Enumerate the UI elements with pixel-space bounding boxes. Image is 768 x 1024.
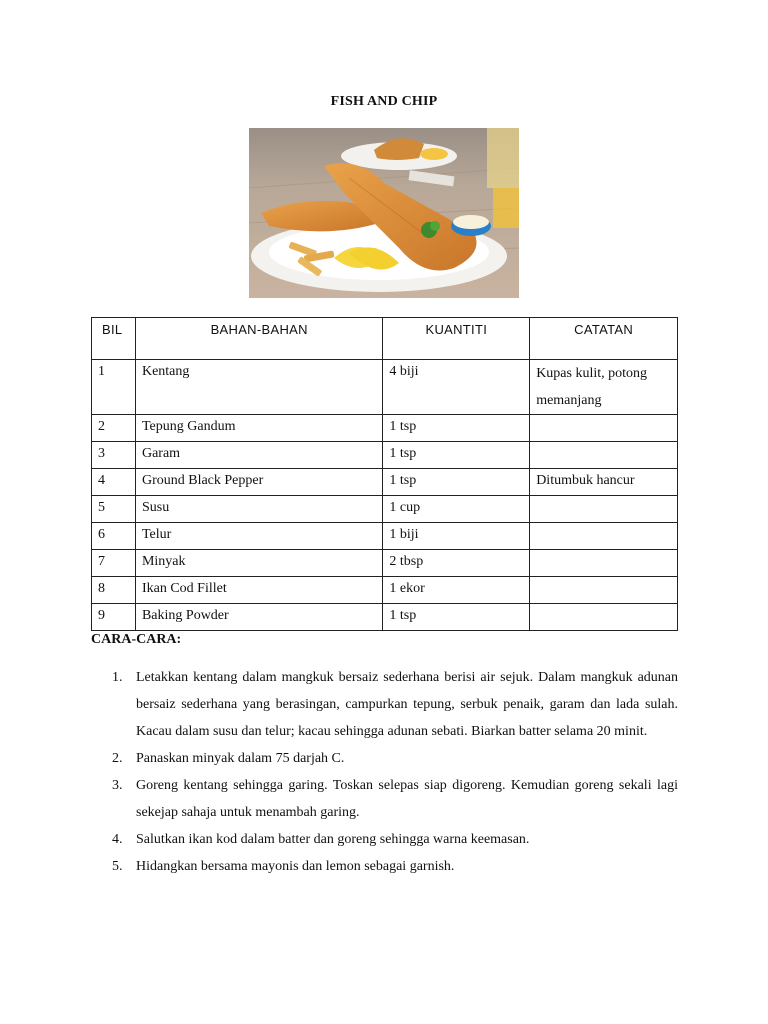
- cell-bahan: Garam: [135, 442, 382, 469]
- table-row: [92, 550, 678, 577]
- cell-bil: 5: [92, 496, 136, 523]
- method-steps-list: [91, 664, 678, 880]
- cell-kuantiti: 2 tbsp: [383, 550, 530, 577]
- cell-catatan: [530, 415, 678, 442]
- step-text: Letakkan kentang dalam mangkuk bersaiz sederhana berisi air sejuk. Dalam mangkuk adunan bersaiz sederhana yang berasingan, campurkan tepung, serbuk penaik, garam dan lada sulah. Kacau dalam susu dan telur; kacau sehingga adunan sebati. Biarkan batter selama 20 minit.: [136, 670, 678, 739]
- cell-bil: 1: [92, 360, 136, 415]
- table-row: [92, 415, 678, 442]
- fish-and-chips-photo: [249, 128, 519, 298]
- cell-kuantiti: 1 cup: [383, 496, 530, 523]
- table-row: [92, 577, 678, 604]
- cell-bahan: Tepung Gandum: [135, 415, 382, 442]
- column-header-bil: BIL: [92, 318, 136, 360]
- table-row: [92, 523, 678, 550]
- cell-bahan: Ikan Cod Fillet: [135, 577, 382, 604]
- cell-catatan: [530, 604, 678, 631]
- cell-bil: 7: [92, 550, 136, 577]
- table-row: [92, 360, 678, 415]
- cell-bil: 2: [92, 415, 136, 442]
- cell-bahan: Baking Powder: [135, 604, 382, 631]
- step-text: Goreng kentang sehingga garing. Toskan selepas siap digoreng. Kemudian goreng sekali lagi sekejap sahaja untuk menambah garing.: [136, 778, 678, 820]
- list-item: [91, 853, 678, 880]
- list-item: [91, 772, 678, 826]
- table-row: [92, 604, 678, 631]
- table-row: [92, 442, 678, 469]
- list-item: [91, 745, 678, 772]
- cell-catatan: [530, 496, 678, 523]
- cell-bahan: Susu: [135, 496, 382, 523]
- cell-bil: 9: [92, 604, 136, 631]
- table-row: [92, 469, 678, 496]
- step-text: Salutkan ikan kod dalam batter dan goreng sehingga warna keemasan.: [136, 832, 530, 847]
- table-header-row: [92, 318, 678, 360]
- step-number: 4.: [112, 832, 123, 847]
- ingredients-table: [91, 317, 678, 631]
- cell-kuantiti: 1 biji: [383, 523, 530, 550]
- cell-bahan: Minyak: [135, 550, 382, 577]
- cell-bil: 3: [92, 442, 136, 469]
- method-section-title: CARA-CARA:: [91, 632, 182, 647]
- cell-catatan: [530, 577, 678, 604]
- cell-catatan: Kupas kulit, potong memanjang: [530, 360, 678, 415]
- page-title: FISH AND CHIP: [330, 94, 438, 109]
- cell-kuantiti: 1 tsp: [383, 604, 530, 631]
- cell-catatan: [530, 442, 678, 469]
- step-number: 2.: [112, 751, 123, 766]
- table-row: [92, 496, 678, 523]
- cell-bil: 4: [92, 469, 136, 496]
- cell-bil: 6: [92, 523, 136, 550]
- cell-kuantiti: 1 tsp: [383, 442, 530, 469]
- list-item: [91, 826, 678, 853]
- cell-bahan: Telur: [135, 523, 382, 550]
- cell-kuantiti: 4 biji: [383, 360, 530, 415]
- cell-bil: 8: [92, 577, 136, 604]
- cell-catatan: [530, 523, 678, 550]
- cell-bahan: Ground Black Pepper: [135, 469, 382, 496]
- cell-kuantiti: 1 ekor: [383, 577, 530, 604]
- list-item: [91, 664, 678, 745]
- step-number: 3.: [112, 778, 123, 793]
- column-header-kuantiti: KUANTITI: [383, 318, 530, 360]
- step-number: 5.: [112, 859, 123, 874]
- cell-kuantiti: 1 tsp: [383, 469, 530, 496]
- cell-bahan: Kentang: [135, 360, 382, 415]
- cell-catatan: [530, 550, 678, 577]
- column-header-catatan: CATATAN: [530, 318, 678, 360]
- step-text: Hidangkan bersama mayonis dan lemon sebagai garnish.: [136, 859, 455, 874]
- step-text: Panaskan minyak dalam 75 darjah C.: [136, 751, 345, 766]
- step-number: 1.: [112, 670, 123, 685]
- cell-catatan: Ditumbuk hancur: [530, 469, 678, 496]
- cell-kuantiti: 1 tsp: [383, 415, 530, 442]
- column-header-bahan: BAHAN-BAHAN: [135, 318, 382, 360]
